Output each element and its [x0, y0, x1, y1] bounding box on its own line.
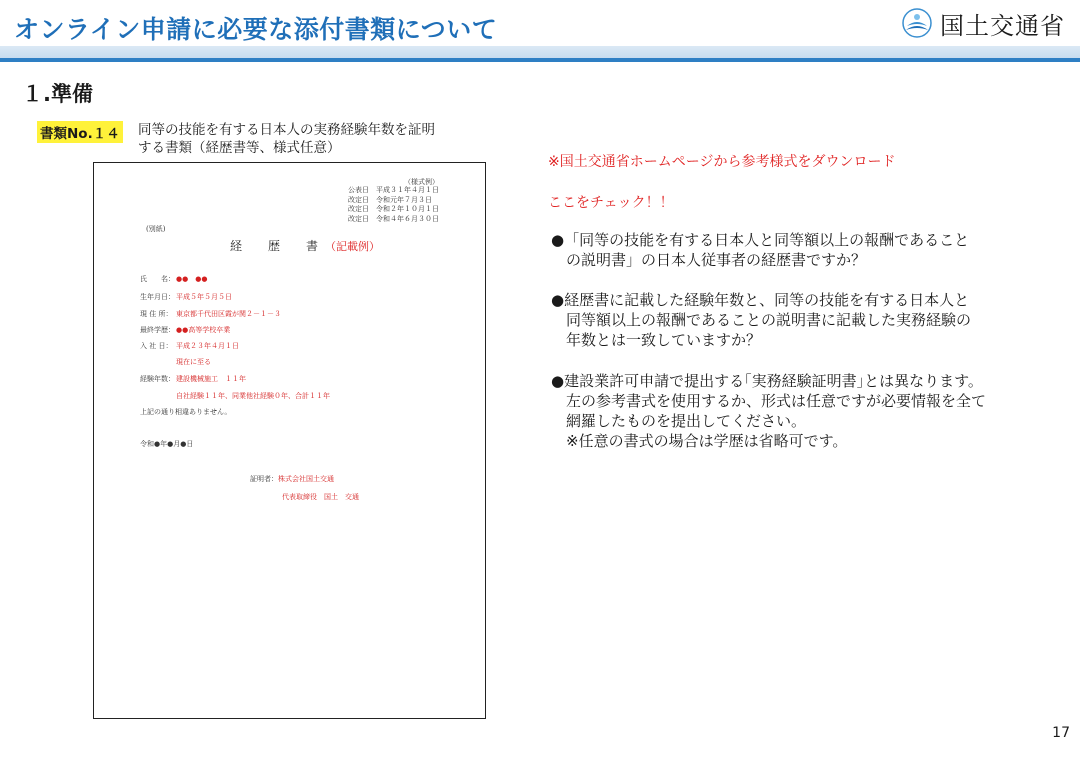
checklist-line: ●「同等の技能を有する日本人と同等額以上の報酬であること — [551, 231, 970, 249]
checklist-line: ●建設業許可申請で提出する｢実務経験証明書｣とは異なります。 — [551, 372, 983, 390]
sample-field — [140, 374, 246, 384]
certifier-label: 証明者： — [250, 475, 278, 483]
check-note: ここをチェック！！ — [548, 195, 674, 211]
sample-field — [140, 292, 232, 302]
field-value: 現在に至る — [176, 358, 211, 366]
sample-field — [140, 309, 281, 319]
checklist-line: 同等額以上の報酬であることの説明書に記載した実務経験の — [551, 311, 972, 329]
field-value: 自社経験１１年、同業他社経験０年、合計１１年 — [176, 392, 330, 400]
sample-heading-text: 経 歴 書 — [230, 239, 326, 253]
document-title-line-1: 同等の技能を有する日本人の実務経験年数を証明 — [138, 122, 435, 138]
field-label: 現 住 所： — [140, 310, 173, 318]
page-number: 17 — [1052, 725, 1070, 741]
sample-field — [140, 341, 239, 351]
checklist-line: 年数とは一致していますか？ — [551, 331, 762, 349]
sample-certifier-rep: 代表取締役 国土 交通 — [282, 493, 359, 501]
checklist-item — [551, 371, 986, 451]
field-label: 経験年数： — [140, 375, 175, 383]
sample-heading-red: （記載例） — [325, 240, 381, 253]
field-label: 入 社 日： — [140, 342, 173, 350]
checklist-line: 左の参考書式を使用するか、形式は任意ですが必要情報を全て — [551, 392, 987, 410]
sample-date: 改定日 令和元年７月３日 — [348, 195, 432, 204]
header-band — [0, 46, 1080, 58]
sample-form-image — [93, 162, 486, 719]
field-value: 東京都千代田区霞が関２－１－３ — [176, 310, 281, 318]
sample-field — [140, 274, 207, 284]
sample-heading — [230, 237, 380, 254]
mlit-logo — [902, 6, 1065, 40]
sample-stamp: （様式例） — [404, 178, 439, 186]
field-value: ●● ●● — [176, 275, 208, 283]
document-number-badge: 書類No.１４ — [37, 121, 123, 143]
checklist-item — [551, 230, 969, 270]
sample-dates — [348, 186, 439, 224]
checklist-item — [551, 290, 971, 350]
page-title: オンライン申請に必要な添付書類について — [14, 15, 498, 44]
field-value: ●●高等学校卒業 — [176, 326, 231, 334]
sample-field — [140, 357, 211, 367]
sample-statement: 上記の通り相違ありません。 — [140, 408, 232, 416]
document-title — [138, 121, 435, 157]
sample-date: 改定日 令和２年１０月１日 — [348, 205, 439, 213]
certifier-company: 株式会社国土交通 — [278, 475, 334, 483]
field-label: 氏 名： — [140, 275, 175, 283]
sample-date: 改定日 令和４年６月３０日 — [348, 214, 439, 223]
sample-certifier — [250, 474, 334, 484]
sample-date: 公表日 平成３１年４月１日 — [348, 186, 439, 194]
header-rule — [0, 58, 1080, 62]
mlit-logo-icon — [902, 8, 932, 38]
download-note: ※国土交通省ホームページから参考様式をダウンロード — [548, 154, 896, 170]
field-value: 建設機械施工 １１年 — [176, 375, 246, 383]
checklist-line: 網羅したものを提出してください。 — [551, 412, 807, 430]
field-label: 生年月日： — [140, 293, 175, 301]
sample-field — [140, 325, 230, 335]
checklist-line: ※任意の書式の場合は学歴は省略可です。 — [551, 432, 848, 450]
field-value: 平成２３年４月１日 — [176, 342, 239, 350]
sample-field — [140, 391, 330, 401]
field-value: 平成５年５月５日 — [176, 293, 232, 301]
logo-text: 国土交通省 — [940, 11, 1065, 40]
checklist-line: の説明書」の日本人従事者の経歴書ですか？ — [551, 251, 867, 269]
section-title: １.準備 — [22, 82, 93, 106]
document-title-line-2: する書類（経歴書等、様式任意） — [138, 140, 341, 156]
field-label: 最終学歴： — [140, 326, 175, 334]
sample-bessi: (別紙) — [146, 225, 166, 233]
checklist-line: ●経歴書に記載した経験年数と、同等の技能を有する日本人と — [551, 291, 970, 309]
sample-date-line: 令和●年●月●日 — [140, 440, 194, 448]
header — [0, 0, 1080, 46]
